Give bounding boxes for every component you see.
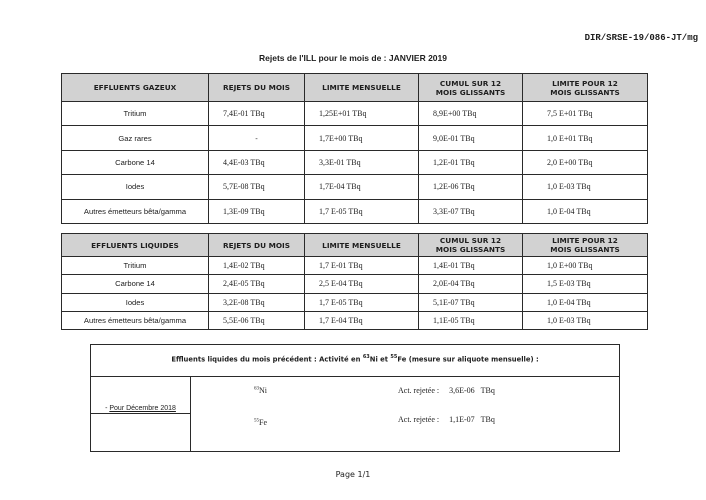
- row-label: Carbone 14: [62, 150, 209, 174]
- isotope-mass: 55: [254, 418, 259, 424]
- cell-monthly-limit: 1,25E+01 TBq: [305, 102, 419, 126]
- period-prefix: -: [105, 405, 110, 412]
- row-label: Tritium: [62, 102, 209, 126]
- fe-mass-number: 55: [390, 354, 398, 360]
- cell-monthly-release: 2,4E-05 TBq: [209, 275, 305, 293]
- activity-fe55: [398, 415, 495, 424]
- cell-12month-limit: 1,0 E-03 TBq: [523, 175, 648, 199]
- title-lead: Effluents liquides du mois précédent : Activité en: [171, 355, 363, 364]
- row-label: Autres émetteurs bêta/gamma: [62, 199, 209, 223]
- cell-12month-limit: 1,0 E-03 TBq: [523, 311, 648, 329]
- table-row: [62, 257, 648, 275]
- col-header-monthly-release: REJETS DU MOIS: [209, 74, 305, 102]
- table-row: [62, 293, 648, 311]
- isotope-symbol: Fe: [259, 418, 267, 427]
- period-month: Pour Décembre 2018: [109, 405, 176, 412]
- col-header-12month-limit: LIMITE POUR 12 MOIS GLISSANTS: [523, 74, 648, 102]
- cell-12month-limit: 1,0 E-04 TBq: [523, 293, 648, 311]
- title-tail: (mesure sur aliquote mensuelle) :: [406, 355, 539, 364]
- previous-month-title: [91, 354, 619, 363]
- box-divider: [91, 376, 619, 377]
- cell-monthly-release: 1,3E-09 TBq: [209, 199, 305, 223]
- cell-monthly-limit: 2,5 E-04 TBq: [305, 275, 419, 293]
- isotope-ni63: [254, 386, 267, 395]
- cell-monthly-release: 4,4E-03 TBq: [209, 150, 305, 174]
- activity-ni63: [398, 386, 495, 395]
- col-header-monthly-limit: LIMITE MENSUELLE: [305, 234, 419, 257]
- box-column-divider: [190, 376, 191, 451]
- box-row-divider: [91, 413, 190, 414]
- row-label: Carbone 14: [62, 275, 209, 293]
- cell-monthly-limit: 1,7E+00 TBq: [305, 126, 419, 150]
- cell-monthly-release: 5,7E-08 TBq: [209, 175, 305, 199]
- cell-monthly-release: 7,4E-01 TBq: [209, 102, 305, 126]
- col-header-12month-cumul: CUMUL SUR 12 MOIS GLISSANTS: [419, 74, 523, 102]
- document-reference: DIR/SRSE-19/086-JT/mg: [584, 33, 698, 43]
- cell-monthly-limit: 1,7 E-04 TBq: [305, 311, 419, 329]
- cell-12month-limit: 1,0 E+01 TBq: [523, 126, 648, 150]
- cell-12month-cumul: 1,4E-01 TBq: [419, 257, 523, 275]
- cell-12month-cumul: 1,2E-06 TBq: [419, 175, 523, 199]
- cell-12month-limit: 1,0 E+00 TBq: [523, 257, 648, 275]
- gaseous-effluents-table: [61, 73, 648, 224]
- cell-monthly-limit: 1,7E-04 TBq: [305, 175, 419, 199]
- isotope-mass: 63: [254, 386, 259, 392]
- ni-mass-number: 63: [362, 354, 370, 360]
- table-row: [62, 311, 648, 329]
- cell-12month-cumul: 2,0E-04 TBq: [419, 275, 523, 293]
- ni-symbol: Ni: [369, 355, 378, 364]
- col-header-12month-cumul: CUMUL SUR 12 MOIS GLISSANTS: [419, 234, 523, 257]
- page-number: Page 1/1: [335, 470, 371, 479]
- title-and: et: [377, 355, 391, 364]
- cell-12month-cumul: 5,1E-07 TBq: [419, 293, 523, 311]
- cell-monthly-limit: 3,3E-01 TBq: [305, 150, 419, 174]
- cell-monthly-limit: 1,7 E-05 TBq: [305, 293, 419, 311]
- row-label: Iodes: [62, 293, 209, 311]
- activity-label: Act. rejetée :: [398, 386, 440, 395]
- isotope-symbol: Ni: [259, 386, 267, 395]
- activity-value: 3,6E-06: [449, 386, 475, 395]
- row-label: Autres émetteurs bêta/gamma: [62, 311, 209, 329]
- cell-monthly-limit: 1,7 E-05 TBq: [305, 199, 419, 223]
- previous-month-box: [90, 344, 620, 452]
- activity-value: 1,1E-07: [449, 415, 475, 424]
- cell-monthly-release: 3,2E-08 TBq: [209, 293, 305, 311]
- fe-symbol: Fe: [397, 355, 407, 364]
- table-row: [62, 175, 648, 199]
- table-row: [62, 150, 648, 174]
- cell-monthly-limit: 1,7 E-01 TBq: [305, 257, 419, 275]
- table-row: [62, 102, 648, 126]
- cell-12month-cumul: 8,9E+00 TBq: [419, 102, 523, 126]
- liquid-effluents-table: [61, 233, 648, 330]
- col-header-monthly-release: REJETS DU MOIS: [209, 234, 305, 257]
- table-row: [62, 199, 648, 223]
- document-title: Rejets de l'ILL pour le mois de : JANVIER 2019: [259, 53, 447, 63]
- activity-label: Act. rejetée :: [398, 415, 440, 424]
- cell-12month-limit: 2,0 E+00 TBq: [523, 150, 648, 174]
- col-header-category: EFFLUENTS GAZEUX: [62, 74, 209, 102]
- table-row: [62, 126, 648, 150]
- row-label: Iodes: [62, 175, 209, 199]
- col-header-12month-limit: LIMITE POUR 12 MOIS GLISSANTS: [523, 234, 648, 257]
- isotope-fe55: [254, 418, 267, 427]
- row-label: Gaz rares: [62, 126, 209, 150]
- col-header-category: EFFLUENTS LIQUIDES: [62, 234, 209, 257]
- cell-monthly-release: 1,4E-02 TBq: [209, 257, 305, 275]
- cell-12month-cumul: 3,3E-07 TBq: [419, 199, 523, 223]
- activity-unit: TBq: [480, 415, 495, 424]
- col-header-monthly-limit: LIMITE MENSUELLE: [305, 74, 419, 102]
- row-label: Tritium: [62, 257, 209, 275]
- table-header-row: [62, 74, 648, 102]
- cell-12month-limit: 7,5 E+01 TBq: [523, 102, 648, 126]
- cell-12month-cumul: 1,2E-01 TBq: [419, 150, 523, 174]
- cell-12month-cumul: 1,1E-05 TBq: [419, 311, 523, 329]
- cell-12month-limit: 1,0 E-04 TBq: [523, 199, 648, 223]
- period-label: [91, 405, 190, 412]
- table-header-row: [62, 234, 648, 257]
- table-row: [62, 275, 648, 293]
- cell-12month-limit: 1,5 E-03 TBq: [523, 275, 648, 293]
- cell-monthly-release: -: [209, 126, 305, 150]
- cell-12month-cumul: 9,0E-01 TBq: [419, 126, 523, 150]
- activity-unit: TBq: [480, 386, 495, 395]
- cell-monthly-release: 5,5E-06 TBq: [209, 311, 305, 329]
